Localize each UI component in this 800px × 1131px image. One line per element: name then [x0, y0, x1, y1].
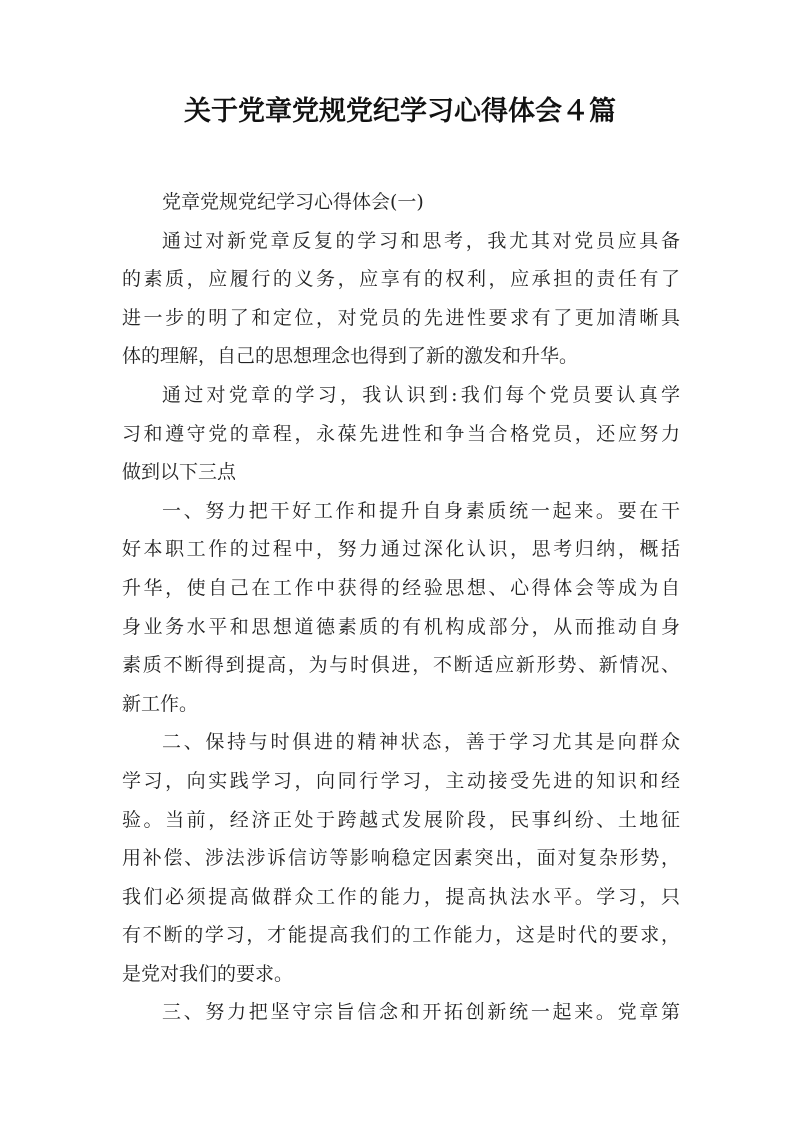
text-line: 素质不断得到提高，为与时俱进，不断适应新形势、新情况、: [122, 654, 680, 677]
text-line: 是党对我们的要求。: [122, 962, 294, 985]
text-line: 用补偿、涉法涉诉信访等影响稳定因素突出，面对复杂形势，: [122, 847, 680, 870]
text-line: 有不断的学习，才能提高我们的工作能力，这是时代的要求，: [122, 924, 680, 947]
text-line: 习和遵守党的章程，永葆先进性和争当合格党员，还应努力: [122, 422, 680, 445]
text-line: 验。当前，经济正处于跨越式发展阶段，民事纠纷、土地征: [122, 808, 680, 831]
text-line: 身业务水平和思想道德素质的有机构成部分，从而推动自身: [122, 615, 680, 638]
text-line: 三、努力把坚守宗旨信念和开拓创新统一起来。党章第: [162, 1001, 680, 1024]
text-line: 好本职工作的过程中，努力通过深化认识，思考归纳，概括: [122, 538, 680, 561]
text-line: 体的理解，自己的思想理念也得到了新的激发和升华。: [122, 345, 579, 368]
document-body: [122, 183, 680, 1032]
document-title: 关于党章党规党纪学习心得体会４篇: [184, 96, 616, 127]
text-line: 进一步的明了和定位，对党员的先进性要求有了更加清晰具: [122, 306, 680, 329]
text-line: 一、努力把干好工作和提升自身素质统一起来。要在干: [162, 499, 680, 522]
text-line: 通过对党章的学习，我认识到:我们每个党员要认真学: [162, 383, 680, 406]
text-line: 升华，使自己在工作中获得的经验思想、心得体会等成为自: [122, 576, 680, 599]
text-line: 做到以下三点: [122, 461, 237, 484]
text-line: 党章党规党纪学习心得体会(一): [162, 191, 424, 213]
text-line: 二、保持与时俱进的精神状态，善于学习尤其是向群众: [162, 731, 680, 754]
text-line: 我们必须提高做群众工作的能力，提高执法水平。学习，只: [122, 885, 680, 908]
text-line: 学习，向实践学习，向同行学习，主动接受先进的知识和经: [122, 769, 680, 792]
text-line: 新工作。: [122, 692, 199, 715]
text-line: 通过对新党章反复的学习和思考，我尤其对党员应具备: [162, 229, 680, 252]
text-line: 的素质，应履行的义务，应享有的权利，应承担的责任有了: [122, 268, 680, 291]
